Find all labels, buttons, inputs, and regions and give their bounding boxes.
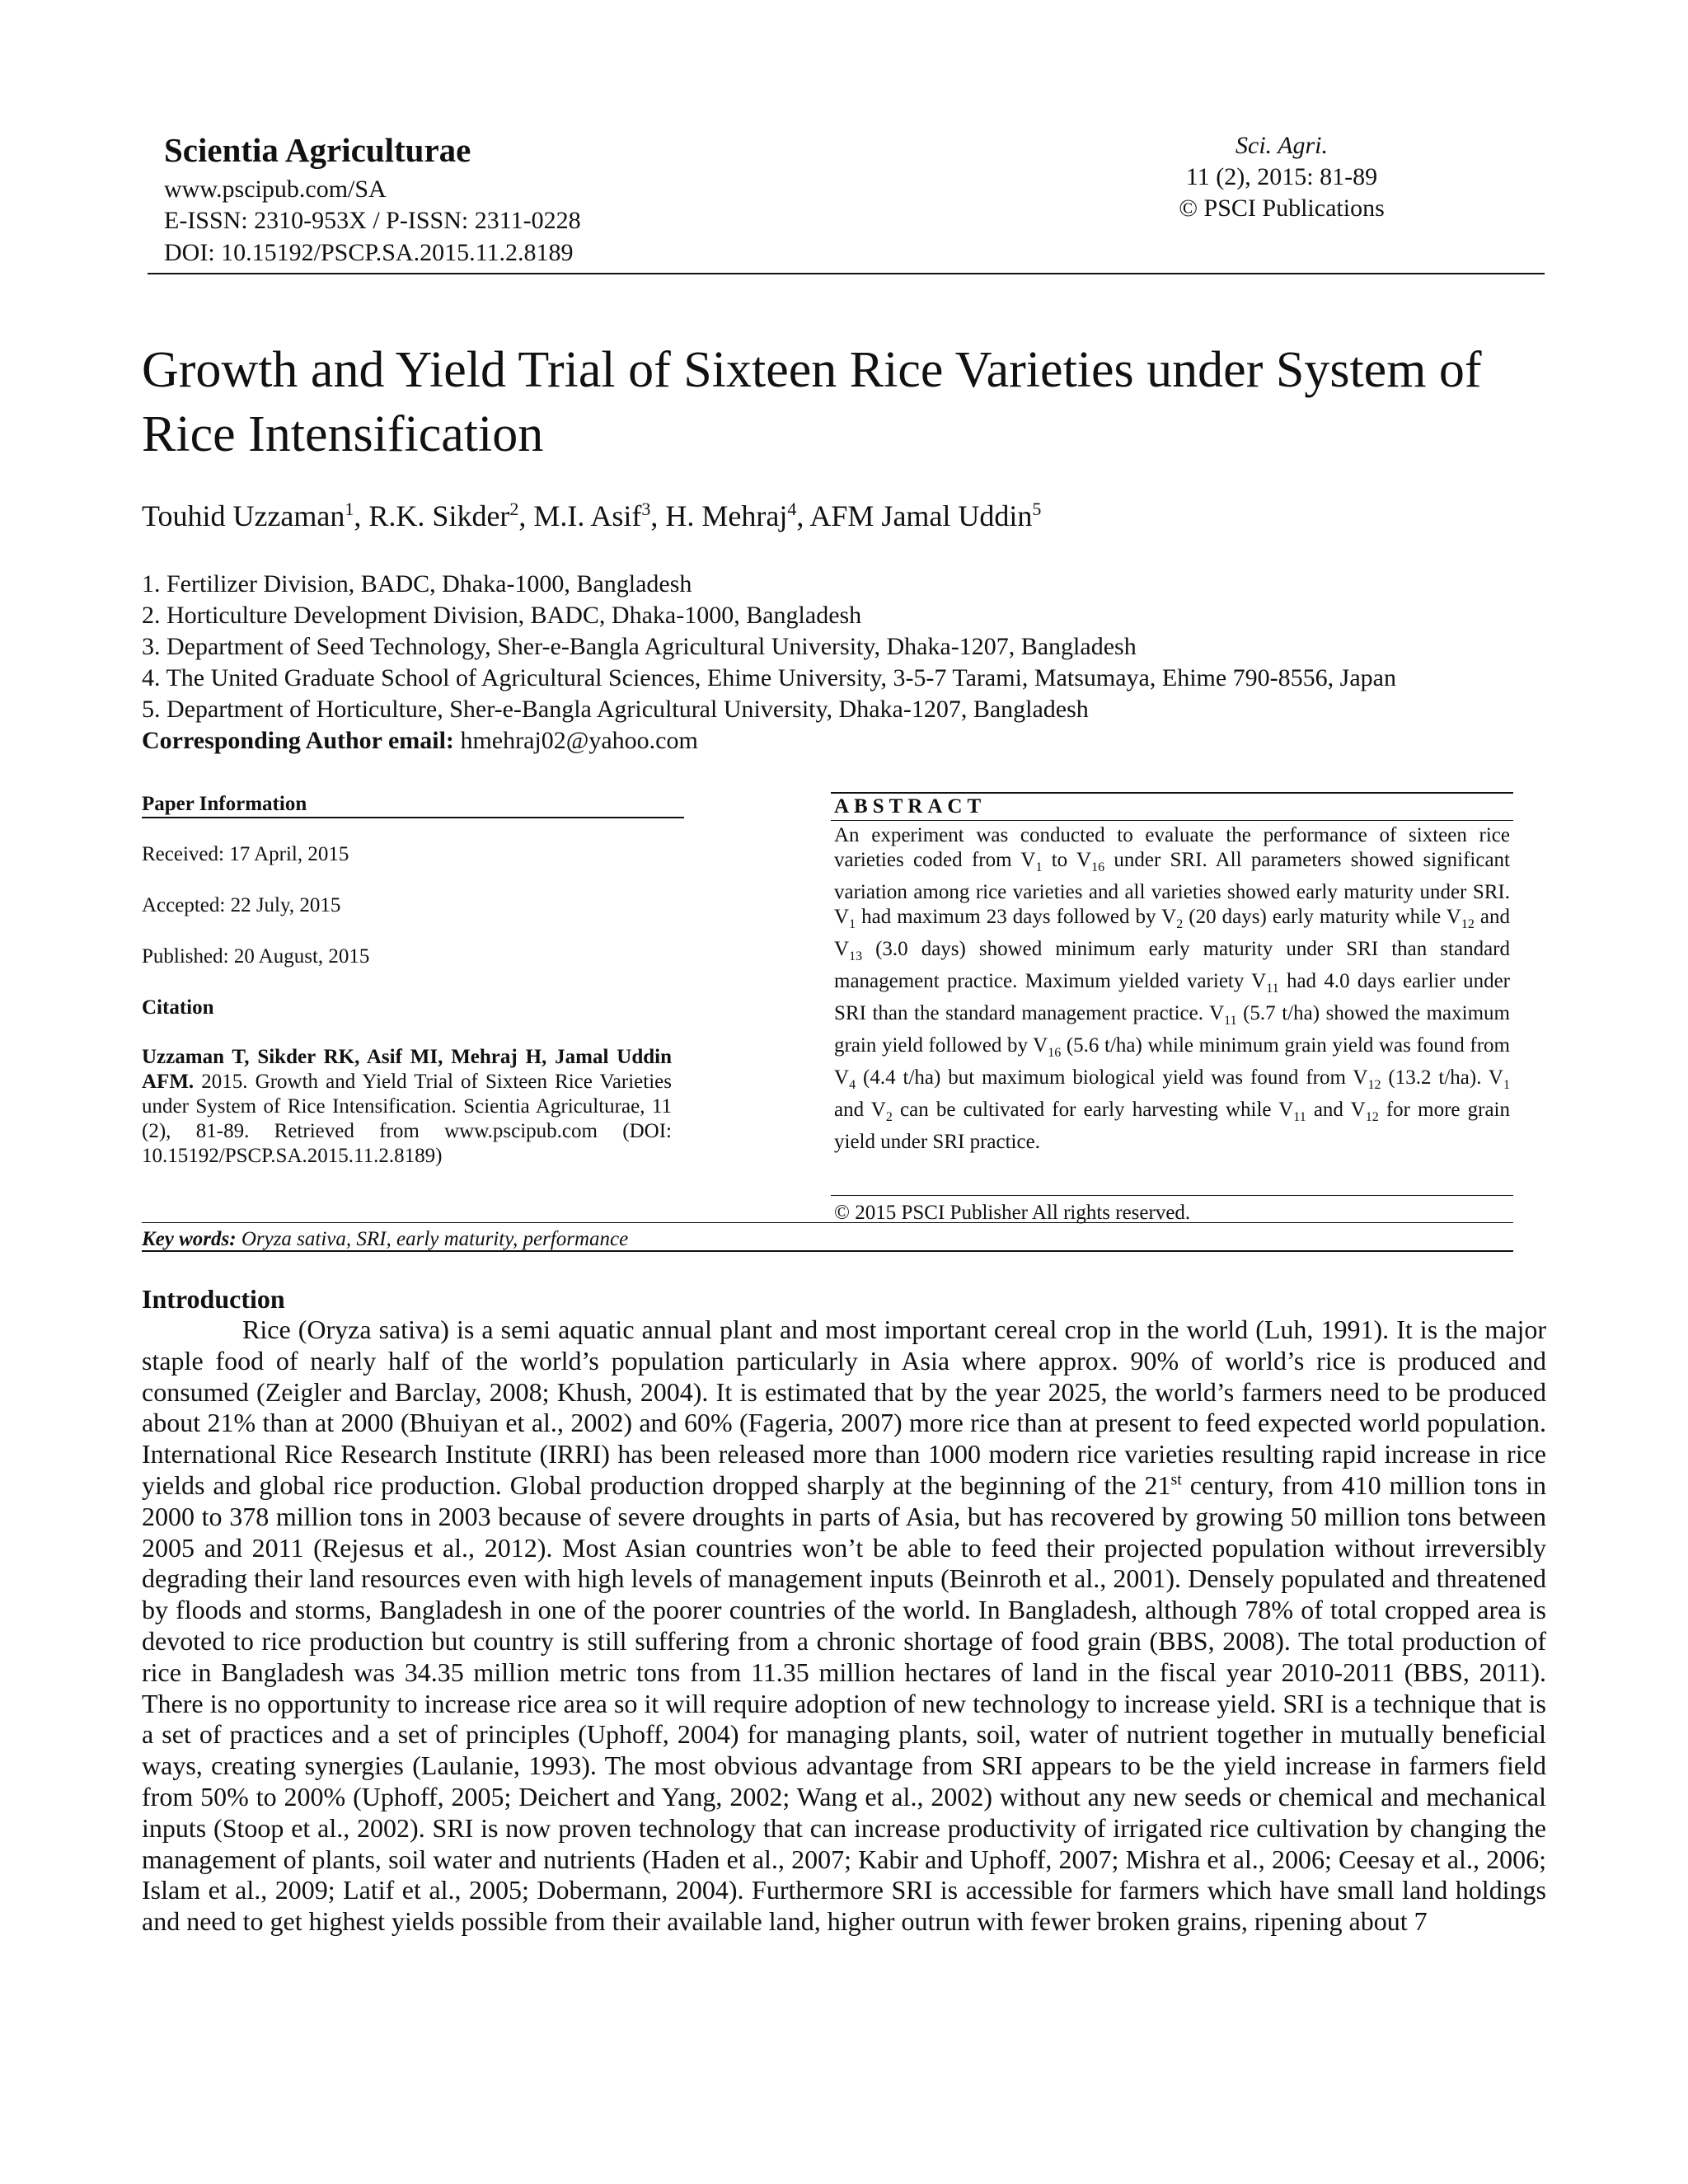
abstract-subscript: 13 (849, 949, 863, 963)
abstract-text: had 4.0 days earlier under SRI than the standard management practice. V (834, 970, 1510, 1024)
keywords-label: Key words: (142, 1228, 237, 1250)
abstract-text: An experiment was conducted to evaluate the performance of sixteen rice varieties coded from V (834, 824, 1510, 871)
abstract-text: (3.0 days) showed minimum early maturity under SRI than standard management practice. Maximum yielded variety V (834, 938, 1510, 992)
journal-name: Scientia Agriculturae (164, 131, 471, 169)
journal-url[interactable]: www.pscipub.com/SA (164, 176, 387, 203)
abstract-subscript: 11 (1224, 1014, 1237, 1028)
copyright-notice: © 2015 PSCI Publisher All rights reserved. (834, 1202, 1191, 1224)
affiliation: 3. Department of Seed Technology, Sher-e-Bangla Agricultural University, Dhaka-1207, Bangladesh (142, 633, 1137, 660)
introduction-text: century, from 410 million tons in 2000 to 378 million tons in 2003 because of severe droughts in parts of Asia, but has recovered by growing 50 million tons between 2005 and 2011 (Rejesus et al., 2012). Most Asian countries won’t be able to feed their projected population without irreversibly degrading their land resources even with high levels of management inputs (Beinroth et al., 2001). Densely populated and threatened by floods and storms, Bangladesh in one of the poorer countries of the world. In Bangladesh, although 78% of total cropped area is devoted to rice production but country is still suffering from a chronic shortage of food grain (BBS, 2008). The total production of rice in Bangladesh was 34.35 million metric tons from 11.35 million hectares of land in the fiscal year 2010-2011 (BBS, 2011). There is no opportunity to increase rice area so it will require adoption of new technology to increase yield. SRI is a technique that is a set of practices and a set of principles (Uphoff, 2004) for managing plants, soil, water of nutrient together in mutually beneficial ways, creating synergies (Laulanie, 1993). The most obvious advantage from SRI appears to be the yield increase in farmers field from 50% to 200% (Uphoff, 2005; Deichert and Yang, 2002; Wang et al., 2002) without any new seeds or chemical and mechanical inputs (Stoop et al., 2002). SRI is now proven technology that can increase productivity of irrigated rice cultivation by changing the management of plants, soil water and nutrients (Haden et al., 2007; Kabir and Uphoff, 2007; Mishra et al., 2006; Ceesay et al., 2006; Islam et al., 2009; Latif et al., 2005; Dobermann, 2004). Furthermore SRI is accessible for farmers which have small land holdings and need to get highest yields possible from their available land, higher outrun with fewer broken grains, ripening about 7 (142, 1469, 1547, 1937)
abstract-text: to V (1042, 849, 1092, 871)
abstract-text: can be cultivated for early harvesting while V (892, 1099, 1294, 1121)
abstract-text: (5.7 t/ha) showed the maximum grain yield followed by V (834, 1002, 1510, 1057)
affiliation: 5. Department of Horticulture, Sher-e-Bangla Agricultural University, Dhaka-1207, Bangladesh (142, 696, 1089, 723)
corresponding-email[interactable]: hmehraj02@yahoo.com (460, 727, 698, 754)
author-affiliation-mark: 4 (787, 499, 797, 519)
journal-volume: 11 (2), 2015: 81-89 (1185, 163, 1378, 190)
keywords (142, 1228, 628, 1251)
abstract-subscript: 2 (1176, 917, 1184, 931)
abstract-subscript: 4 (849, 1078, 856, 1092)
introduction-text: Rice (Oryza sativa) is a semi aquatic annual plant and most important cereal crop in the world (Luh, 1991). It is the major staple food of nearly half of the world’s population particularly in Asia where approx. 90% of world’s rice is produced and consumed (Zeigler and Barclay, 2008; Khush, 2004). It is estimated that by the year 2025, the world’s farmers need to be produced about 21% than at 2000 (Bhuiyan et al., 2002) and 60% (Fageria, 2007) more rice than at present to feed expected world population. International Rice Research Institute (IRRI) has been released more than 1000 modern rice varieties resulting rapid increase in rice yields and global rice production. Global production dropped sharply at the beginning of the 21 (142, 1315, 1546, 1500)
abstract-head-rule (831, 820, 1513, 821)
abstract-heading: ABSTRACT (834, 795, 987, 818)
received-date: Received: 17 April, 2015 (142, 843, 349, 865)
affiliation: 1. Fertilizer Division, BADC, Dhaka-1000, Bangladesh (142, 570, 692, 598)
header-divider (148, 273, 1545, 274)
paper-info-rule (142, 817, 684, 818)
corresponding-author (142, 725, 1559, 757)
journal-issn: E-ISSN: 2310-953X / P-ISSN: 2311-0228 (164, 207, 581, 234)
abstract-subscript: 12 (1461, 917, 1475, 931)
journal-publisher: © PSCI Publications (1179, 194, 1385, 222)
abstract-subscript: 12 (1365, 1110, 1379, 1124)
accepted-date: Accepted: 22 July, 2015 (142, 894, 341, 916)
abstract-subscript: 12 (1367, 1078, 1381, 1092)
author-name: R.K. Sikder (368, 499, 510, 532)
affiliation-list (142, 569, 1559, 757)
corresponding-label: Corresponding Author email: (142, 727, 454, 754)
author-list: Touhid Uzzaman$^1$, R.K. Sikder$^2$, M.I. Asif$^3$, H. Mehraj$^4$, AFM Jamal Uddin$^5$ (142, 499, 1042, 532)
abstract-subscript: 2 (885, 1110, 893, 1124)
keywords-top-rule (142, 1222, 1513, 1223)
paper-title: Growth and Yield Trial of Sixteen Rice Varieties under System of Rice Intensification (142, 342, 1482, 462)
abstract-subscript: 1 (1035, 860, 1043, 874)
published-date: Published: 20 August, 2015 (142, 945, 370, 968)
author-affiliation-mark: 1 (345, 499, 354, 519)
introduction-paragraph (142, 1315, 1546, 1938)
abstract-text: and V (834, 906, 1510, 960)
abstract-text: under SRI. All parameters showed significant variation among rice varieties and all varieties showed early maturity under SRI. V (834, 849, 1510, 928)
abstract-subscript: 1 (849, 917, 856, 931)
introduction-body (142, 1315, 1546, 1938)
abstract-top-rule (831, 792, 1513, 794)
paper-info-heading: Paper Information (142, 793, 307, 815)
abstract-text: and V (834, 1099, 886, 1121)
abstract-text: (20 days) early maturity while V (1183, 906, 1461, 928)
citation-text (142, 1045, 672, 1169)
abstract-subscript: 11 (1266, 982, 1279, 996)
abstract-text: (13.2 t/ha). V (1381, 1066, 1503, 1089)
journal-abbreviation: Sci. Agri. (1236, 132, 1328, 159)
abstract-subscript: 16 (1091, 860, 1105, 874)
abstract-text: (5.6 t/ha) while minimum grain yield was found from V (834, 1034, 1510, 1089)
affiliation: 4. The United Graduate School of Agricultural Sciences, Ehime University, 3-5-7 Tarami, Matsumaya, Ehime 790-8556, Japan (142, 664, 1396, 691)
author-name: M.I. Asif (533, 499, 642, 532)
citation-body: 2015. Growth and Yield Trial of Sixteen Rice Varieties under System of Rice Intensification. Scientia Agriculturae, 11 (2), 81-89. Retrieved from www.pscipub.com (DOI: 10.15192/PSCP.SA.2015.11.2.8189) (142, 1071, 672, 1167)
abstract-subscript: 1 (1503, 1078, 1510, 1092)
author-name: AFM Jamal Uddin (809, 499, 1033, 532)
citation-authors: Uzzaman T, Sikder RK, Asif MI, Mehraj H, Jamal Uddin AFM. (142, 1046, 672, 1093)
abstract-text: (4.4 t/ha) but maximum biological yield was found from V (856, 1066, 1368, 1089)
abstract-bottom-rule (831, 1195, 1513, 1196)
abstract-text: had maximum 23 days followed by V (856, 906, 1177, 928)
abstract-body (834, 823, 1510, 1155)
introduction-heading: Introduction (142, 1284, 285, 1314)
journal-doi: DOI: 10.15192/PSCP.SA.2015.11.2.8189 (164, 239, 574, 266)
author-affiliation-mark: 2 (509, 499, 519, 519)
keywords-text: Oryza sativa, SRI, early maturity, performance (241, 1228, 629, 1250)
journal-citation-block (1076, 130, 1488, 224)
author-affiliation-mark: 3 (641, 499, 651, 519)
citation-label: Citation (142, 996, 214, 1019)
affiliation: 2. Horticulture Development Division, BADC, Dhaka-1000, Bangladesh (142, 602, 862, 629)
author-name: Touhid Uzzaman (142, 499, 345, 532)
abstract-text: for more grain yield under SRI practice. (834, 1099, 1511, 1153)
author-name: H. Mehraj (665, 499, 788, 532)
author-affiliation-mark: 5 (1032, 499, 1042, 519)
introduction-superscript: st (1170, 1470, 1182, 1489)
abstract-subscript: 11 (1293, 1110, 1306, 1124)
abstract-text: and V (1306, 1099, 1366, 1121)
abstract-subscript: 16 (1048, 1046, 1062, 1060)
